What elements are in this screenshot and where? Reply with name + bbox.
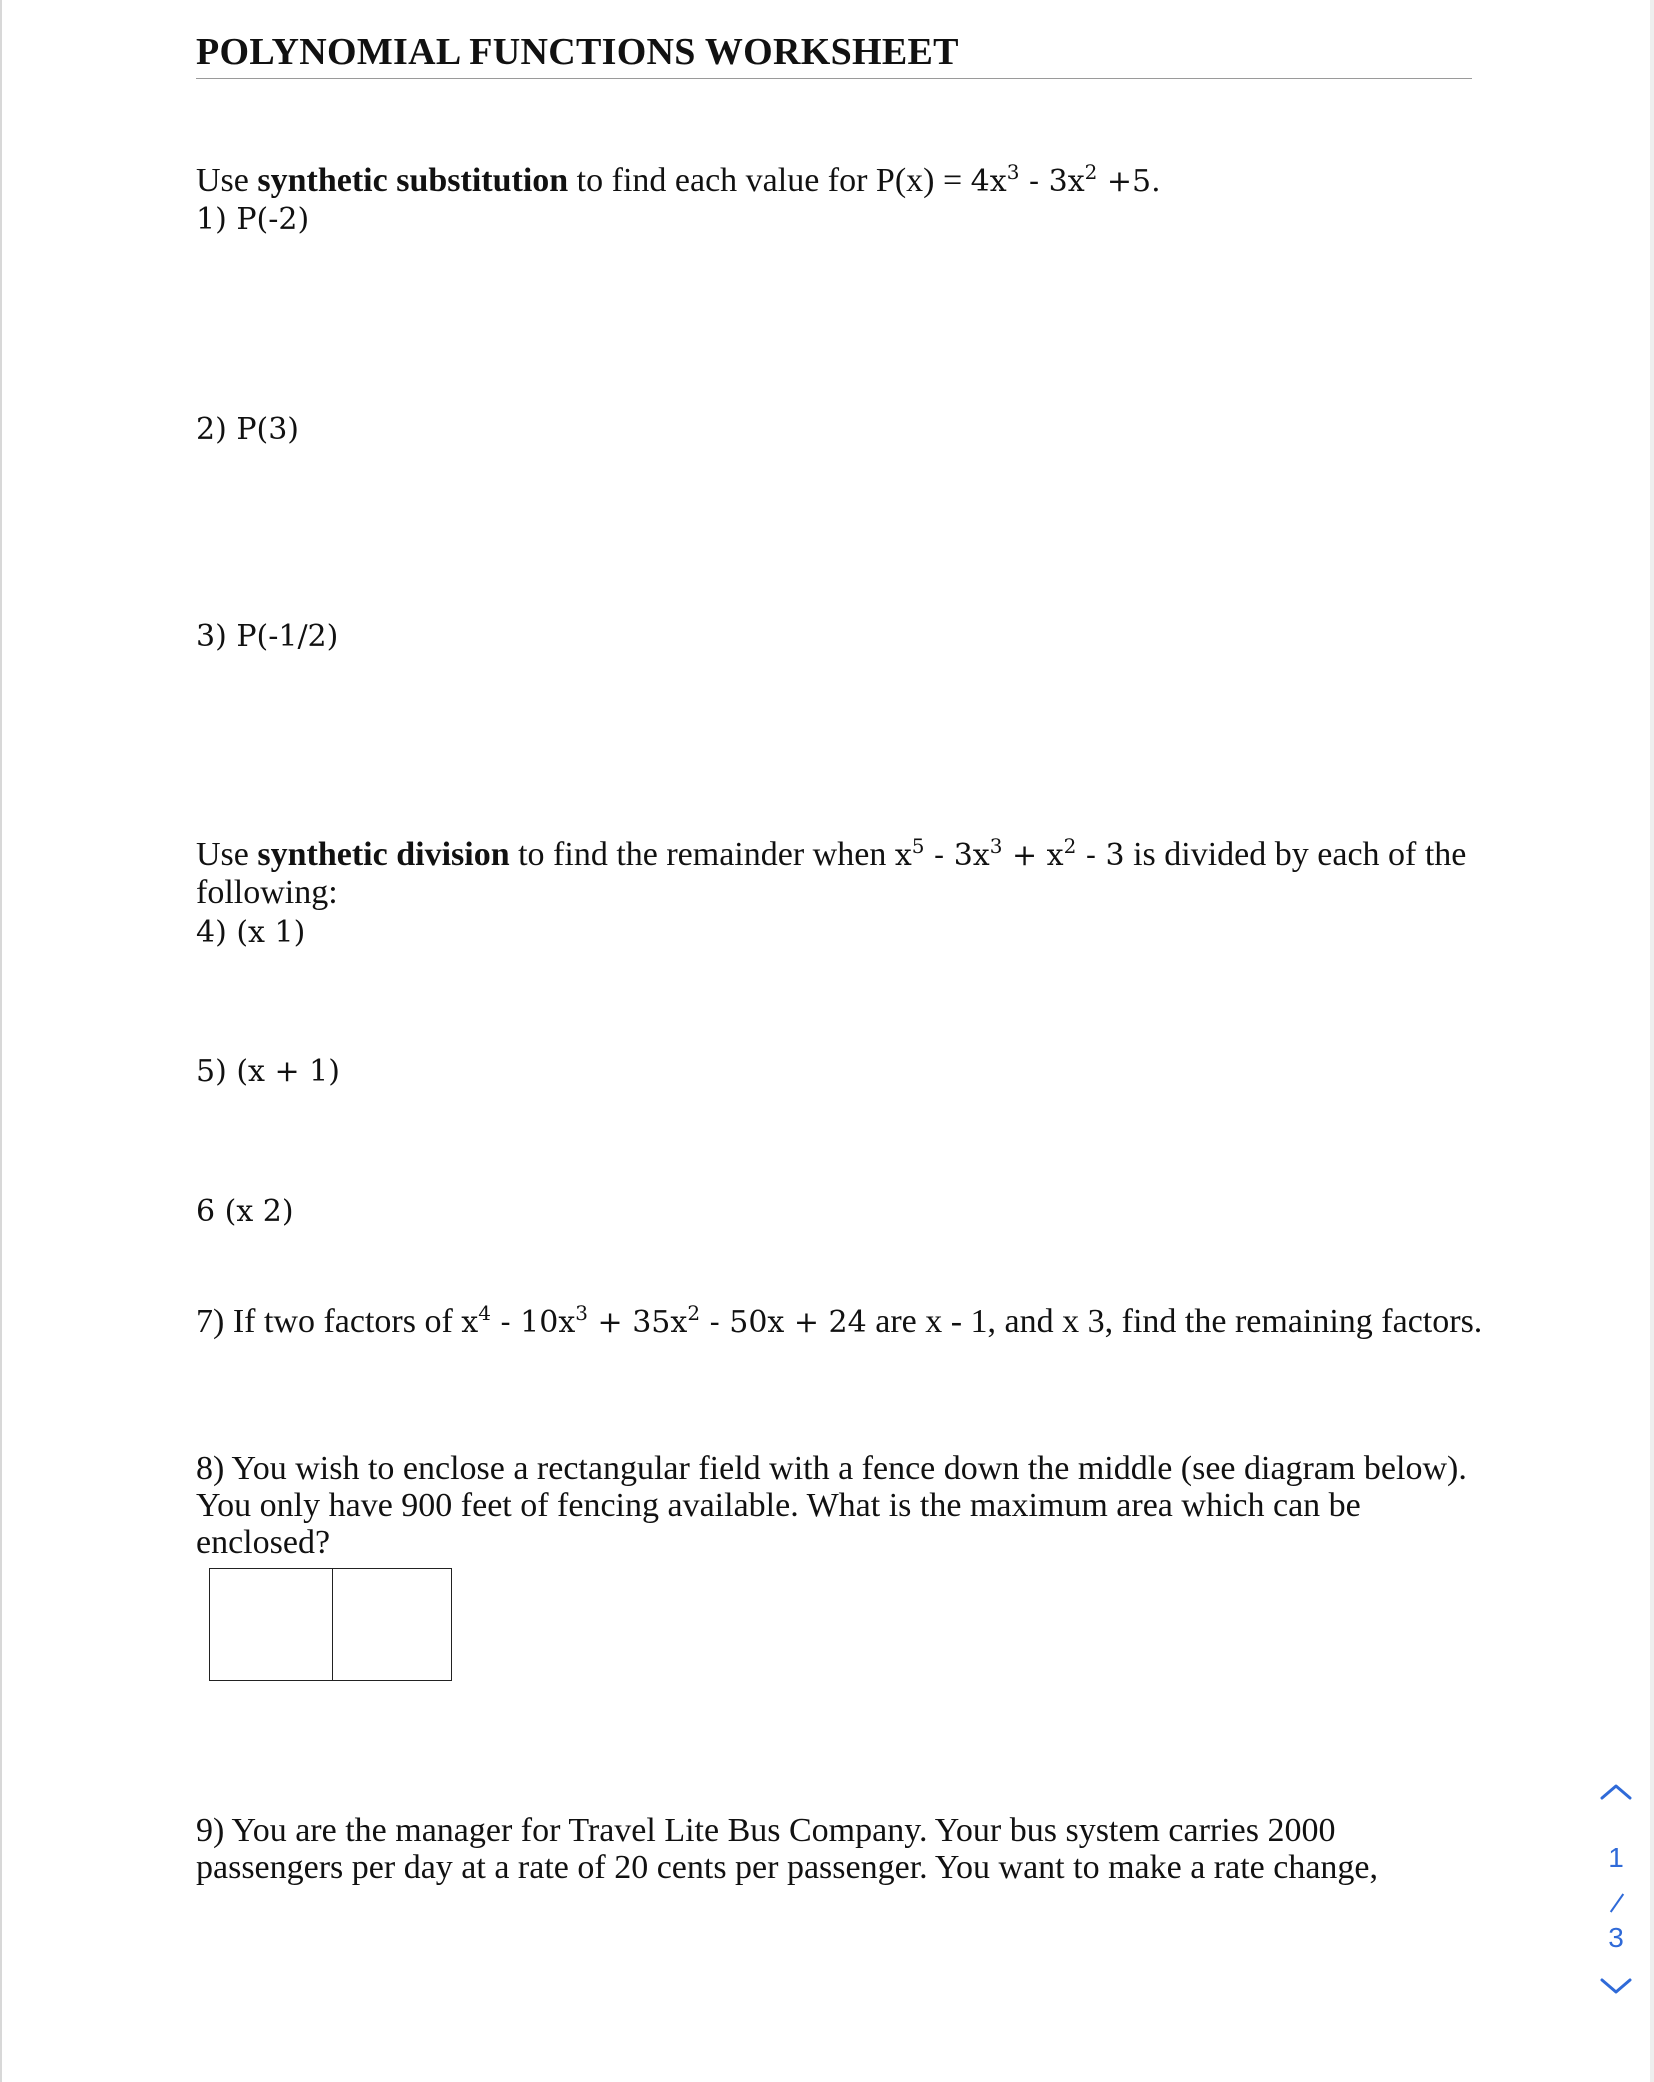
question-5: 5) (x + 1) [196,1054,340,1089]
question-3: 3) P(-1/2) [196,619,339,654]
section1-instructions: Use synthetic substitution to find each value for $P(x) = 4x^3 - 3x^2 +5$. [196,160,1161,199]
question-6: 6 (x 2) [196,1194,294,1229]
question-7: 7) If two factors of $x^4 - 10x^3 + 35x^2 - 50x + 24$ are x - 1, and x 3, find the remaining factors. [196,1301,1483,1340]
fence-diagram [209,1568,452,1681]
right-page-edge [1650,0,1654,2082]
polynomial-expression: $4x^3 - 3x^2 +5$. [970,160,1161,199]
chevron-up-icon [1594,1774,1638,1810]
instruction-emphasis: synthetic division [257,836,510,873]
title-underline [196,78,1472,79]
question-8: 8) You wish to enclose a rectangular field with a fence down the middle (see diagram below). You only have 900 feet of fencing available. What is the maximum area which can be enclosed? [196,1450,1467,1561]
previous-page-button[interactable] [1594,1774,1638,1810]
section2-instructions: Use synthetic division to find the remainder when $x^5 - 3x^3 + x^2 - 3$ is divided by each of the following: [196,834,1467,911]
question-2: 2) P(3) [196,412,300,447]
question-9: 9) You are the manager for Travel Lite Bus Company. Your bus system carries 2000 passengers per day at a rate of 20 cents per passenger. You want to make a rate change, [196,1812,1379,1886]
polynomial-expression: $x^4 - 10x^3 + 35x^2 - 50x + 24$ [461,1301,867,1340]
page-navigator [1594,1774,1638,2004]
middle-fence-line [332,1569,333,1680]
polynomial-expression: $x^5 - 3x^3 + x^2 - 3$ [894,834,1125,873]
page-separator [1610,1893,1624,1912]
worksheet-title: POLYNOMIAL FUNCTIONS WORKSHEET [196,31,959,73]
question-1: 1) P(-2) [196,202,310,237]
instruction-emphasis: synthetic substitution [257,162,569,199]
chevron-down-icon [1594,1968,1638,2004]
next-page-button[interactable] [1594,1968,1638,2004]
total-pages: 3 [1608,1922,1624,1953]
current-page-number: 1 [1608,1842,1624,1873]
question-4: 4) (x 1) [196,915,306,950]
